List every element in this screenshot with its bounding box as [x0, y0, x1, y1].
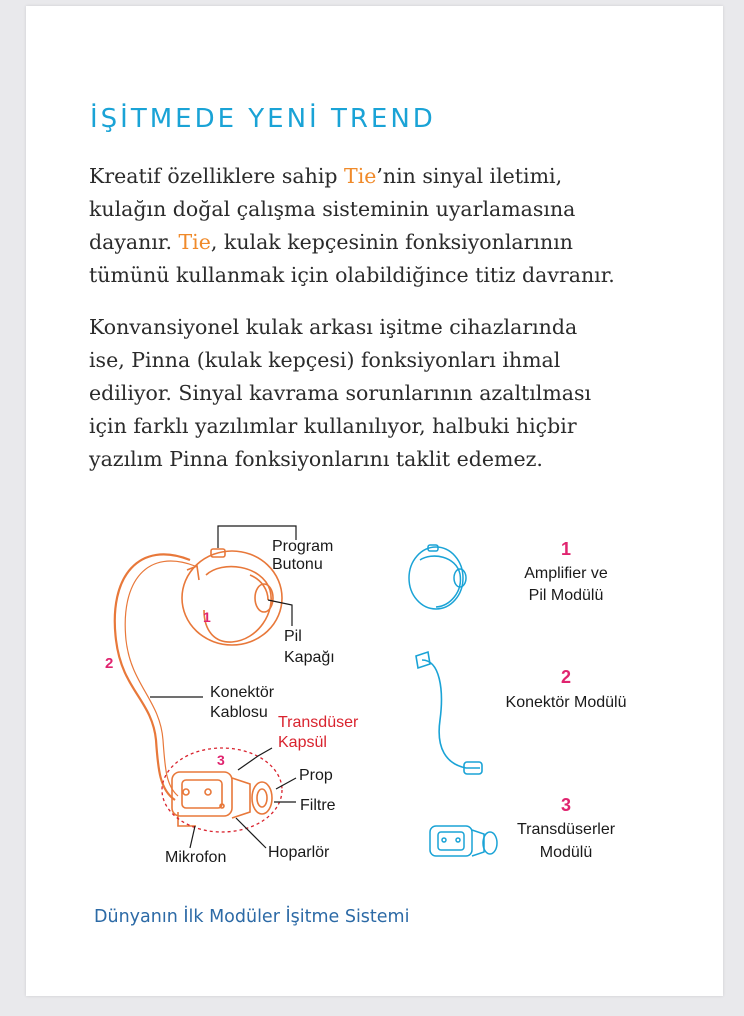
body-line: için farklı yazılımlar kullanılıyor, halbuki hiçbir — [89, 414, 577, 438]
body-line: yazılım Pinna fonksiyonlarını taklit edemez. — [89, 447, 543, 471]
intro-line-1: Kreatif özelliklere sahip Tie’nin sinyal iletimi, — [89, 164, 563, 188]
brand-name: Tie — [344, 164, 377, 188]
number-2: 2 — [105, 655, 114, 672]
label-program: Butonu — [272, 556, 323, 573]
body-line: ise, Pinna (kulak kepçesi) fonksiyonları ihmal — [89, 348, 561, 372]
intro-line-3: dayanır. Tie, kulak kepçesinin fonksiyonlarının — [89, 230, 573, 254]
label-pil: Kapağı — [284, 649, 335, 666]
amplifier-module-icon — [409, 545, 466, 609]
label-program: Program — [272, 538, 334, 555]
module-number: 2 — [560, 667, 572, 687]
module-label: Amplifier ve — [524, 565, 608, 582]
footer-caption: Dünyanın İlk Modüler İşitme Sistemi — [94, 907, 410, 927]
number-1: 1 — [203, 609, 211, 625]
module-label: Modülü — [539, 844, 593, 861]
label-transduser: Transdüser — [278, 714, 359, 731]
label-hoparlor: Hoparlör — [268, 844, 330, 861]
label-filtre: Filtre — [300, 797, 336, 814]
label-konektor: Kablosu — [210, 704, 268, 721]
module-number: 1 — [560, 539, 572, 559]
transducer-module-icon — [430, 826, 497, 856]
label-transduser: Kapsül — [278, 734, 327, 751]
page-title: İŞİTMEDE YENİ TREND — [90, 104, 436, 134]
label-pil: Pil — [284, 628, 302, 645]
module-label: Pil Modülü — [528, 587, 604, 604]
intro-line-4: tümünü kullanmak için olabildiğince titiz davranır. — [89, 263, 615, 287]
label-konektor: Konektör — [210, 684, 275, 701]
label-prop: Prop — [299, 767, 333, 784]
intro-line-2: kulağın doğal çalışma sisteminin uyarlamasına — [89, 197, 576, 221]
module-label: Transdüserler — [516, 821, 616, 838]
label-mikrofon: Mikrofon — [165, 849, 227, 866]
body-line: ediliyor. Sinyal kavrama sorunlarının azaltılması — [89, 381, 592, 405]
number-3: 3 — [217, 752, 225, 768]
brand-name: Tie — [178, 230, 211, 254]
module-number: 3 — [560, 795, 572, 815]
module-label: Konektör Modülü — [505, 694, 627, 711]
body-line: Konvansiyonel kulak arkası işitme cihazlarında — [89, 315, 578, 339]
connector-module-icon — [416, 652, 482, 774]
